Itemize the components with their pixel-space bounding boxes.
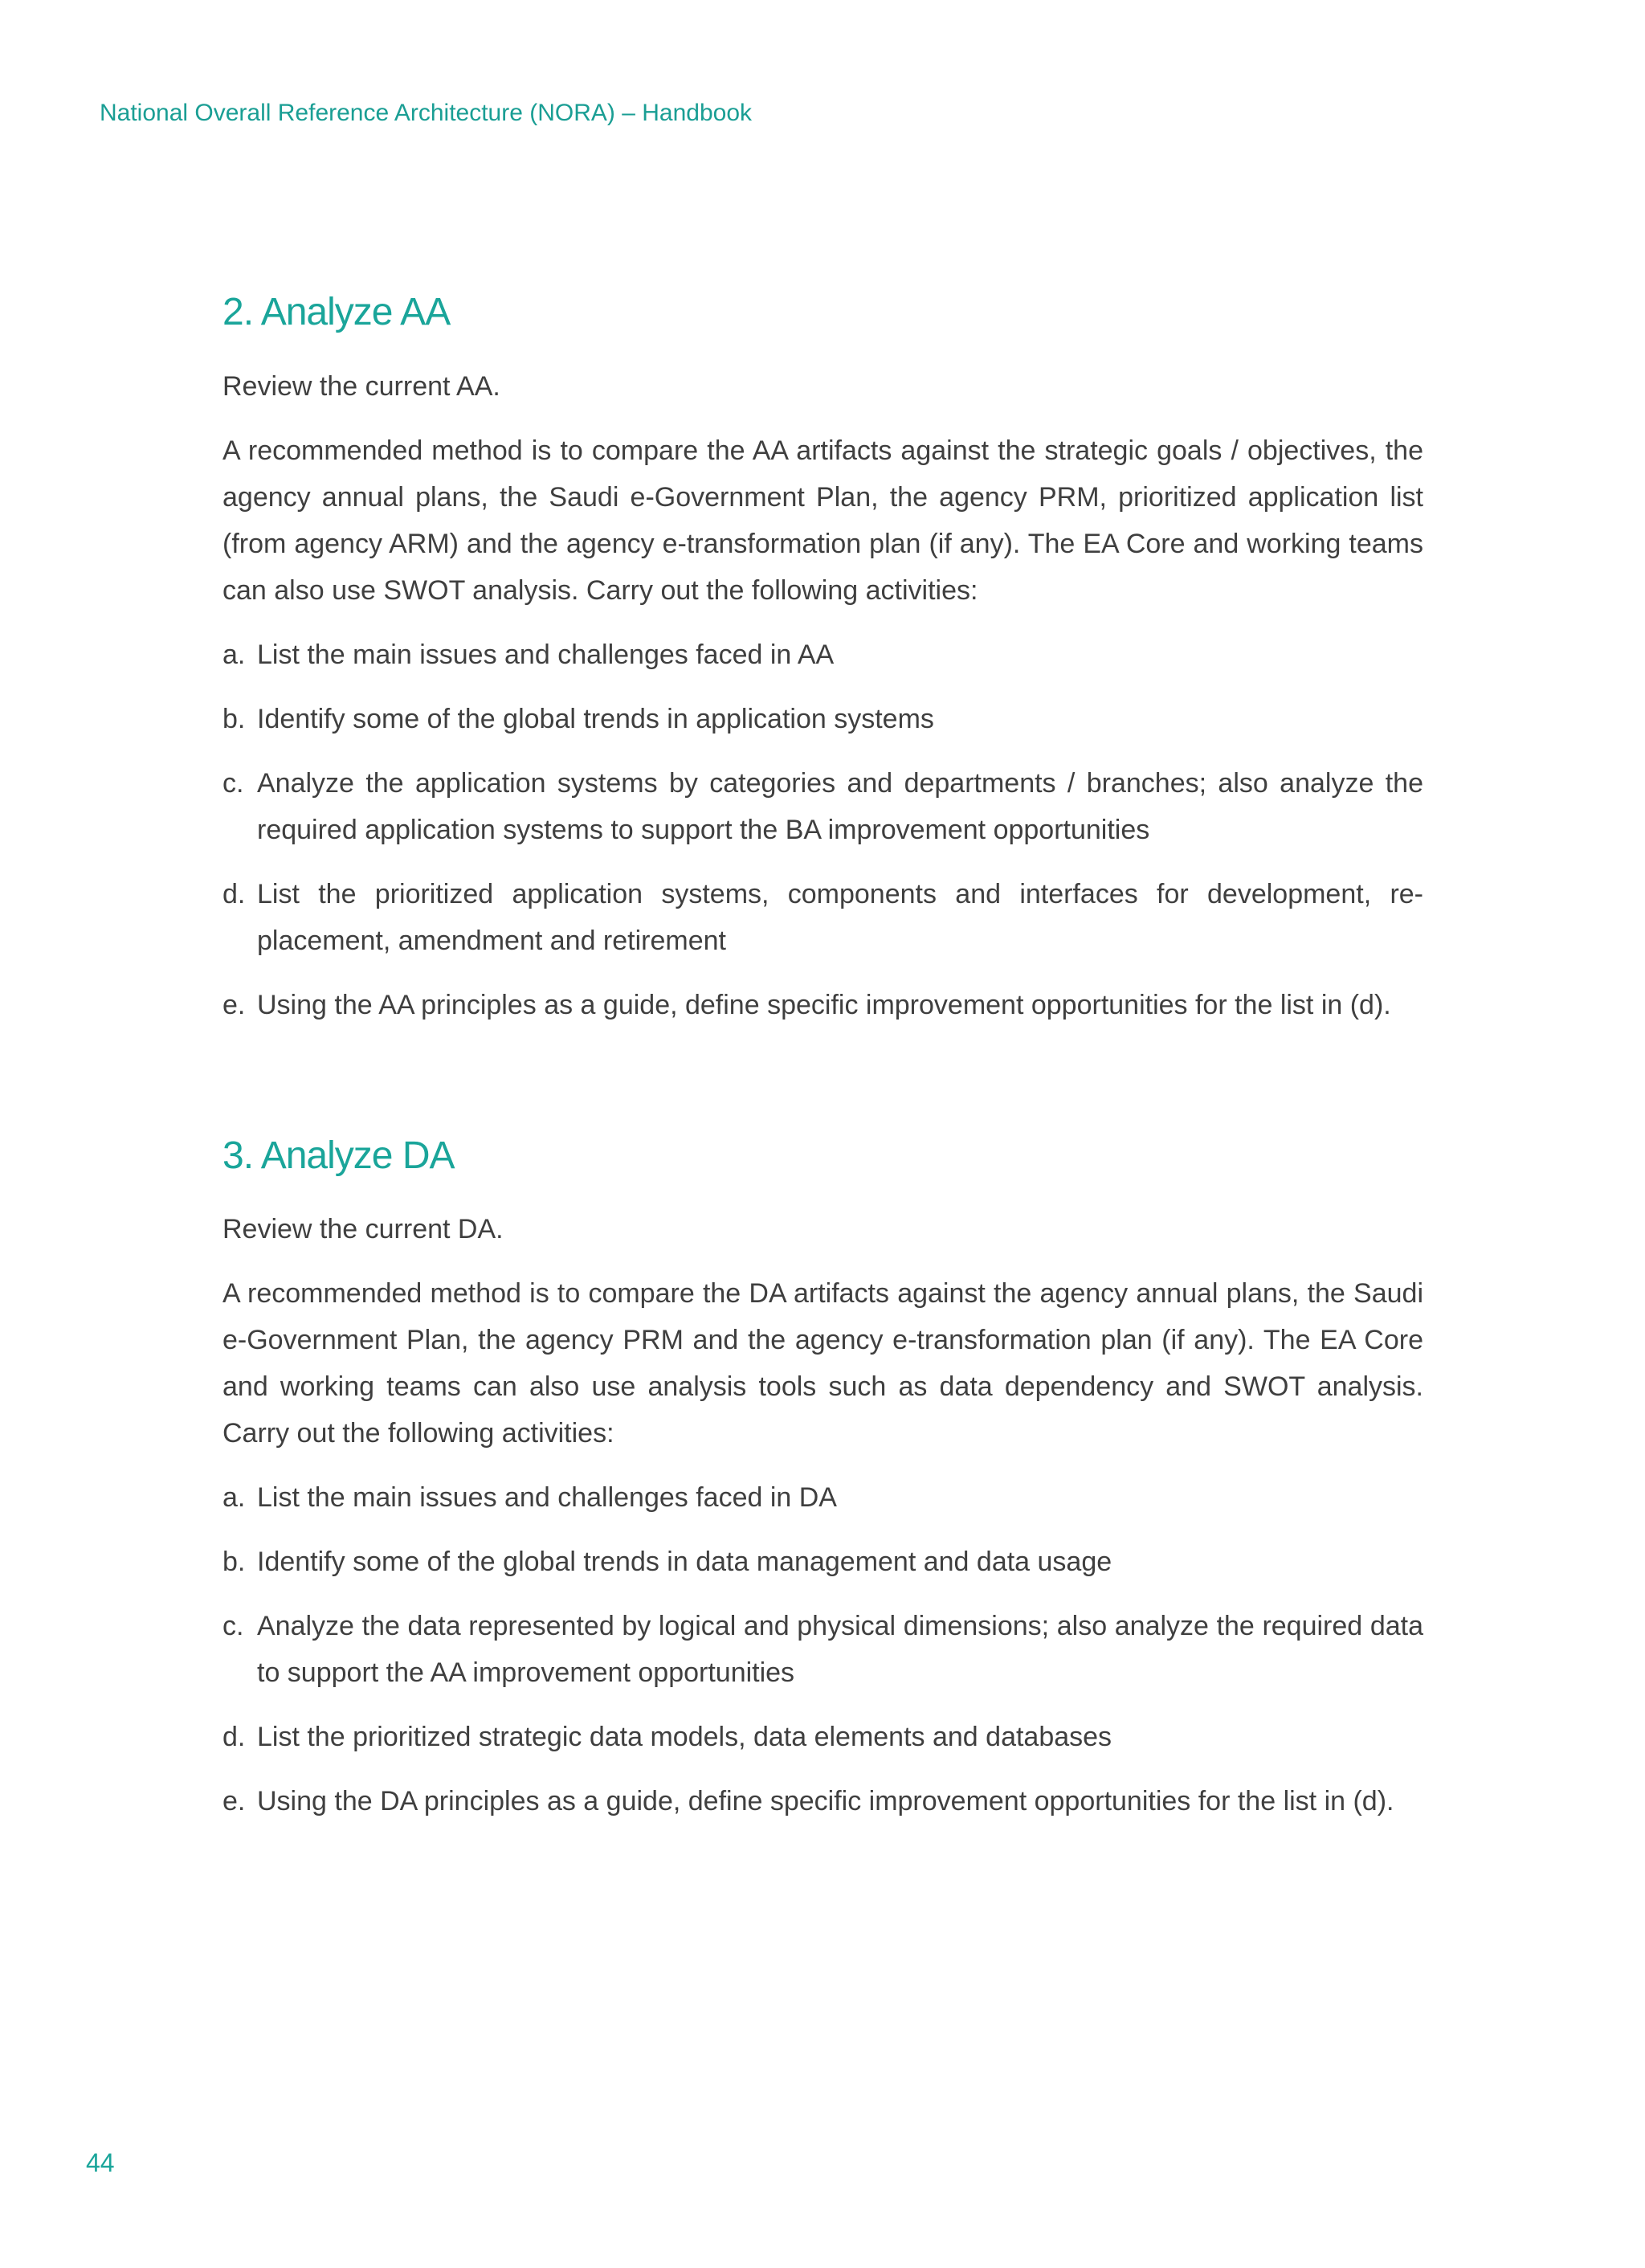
list-item xyxy=(222,760,1423,853)
list-marker: b. xyxy=(222,1547,246,1578)
list-marker: e. xyxy=(222,1786,246,1817)
list-item-text: List the main issues and challenges faced in AA xyxy=(257,639,835,670)
list-item xyxy=(222,631,1423,678)
list-item-text: Using the DA principles as a guide, define specific improvement opportunities for the list in (d). xyxy=(257,1786,1394,1817)
section-intro: Review the current DA. xyxy=(222,1214,504,1245)
list-item xyxy=(222,1539,1423,1585)
list-marker: a. xyxy=(222,639,246,670)
list-item-text: List the prioritized application systems, components and interfaces for development, re-placement, amendment and retirement xyxy=(257,878,1423,956)
section-title: 2. Analyze AA xyxy=(222,291,451,333)
section-body: A recommended method is to compare the AA artifacts against the strategic goals / objectives, the agency annual plans, the Saudi e-Government Plan, the agency PRM, prioritized application list (from agency ARM) and the agency e-transformation plan (if any). The EA Core and working teams can also use SWOT analysis. Carry out the following activities: xyxy=(222,435,1423,606)
section-body: A recommended method is to compare the DA artifacts against the agency annual plans, the Saudi e-Government Plan, the agency PRM and the agency e-transformation plan (if any). The EA Core and working teams can also use analysis tools such as data dependency and SWOT analysis. Carry out the following activities: xyxy=(222,1278,1423,1449)
list-item xyxy=(222,696,1423,742)
list-marker: b. xyxy=(222,703,246,734)
list-item-text: Identify some of the global trends in application systems xyxy=(257,703,934,734)
section-intro: Review the current AA. xyxy=(222,370,500,402)
list-item-text: Analyze the data represented by logical and physical dimensions; also analyze the required data to support the AA improvement opportunities xyxy=(257,1611,1423,1689)
section-spacer xyxy=(222,1046,1423,1133)
list-item-text: Using the AA principles as a guide, define specific improvement opportunities for the list in (d). xyxy=(257,989,1391,1020)
list-item xyxy=(222,1778,1423,1825)
list-marker: d. xyxy=(222,1722,246,1753)
section-title: 3. Analyze DA xyxy=(222,1134,455,1177)
list-marker: c. xyxy=(222,1611,244,1642)
activity-list xyxy=(222,631,1423,1028)
section-analyze-da xyxy=(222,1133,1423,1825)
list-item xyxy=(222,871,1423,964)
page-content xyxy=(222,289,1423,1842)
list-marker: e. xyxy=(222,989,246,1020)
list-item-text: List the prioritized strategic data models, data elements and databases xyxy=(257,1722,1112,1753)
running-header: National Overall Reference Architecture (NORA) – Handbook xyxy=(100,100,753,126)
section-analyze-aa xyxy=(222,289,1423,1028)
list-item-text: Identify some of the global trends in data management and data usage xyxy=(257,1547,1112,1578)
list-item xyxy=(222,1603,1423,1696)
page-number: 44 xyxy=(86,2148,115,2177)
list-marker: d. xyxy=(222,878,246,909)
list-item-text: Analyze the application systems by categories and departments / branches; also analyze the required application systems to support the BA improvement opportunities xyxy=(257,767,1423,845)
list-item xyxy=(222,1714,1423,1760)
list-item-text: List the main issues and challenges faced in DA xyxy=(257,1482,837,1514)
list-marker: a. xyxy=(222,1482,246,1514)
activity-list xyxy=(222,1474,1423,1825)
list-marker: c. xyxy=(222,767,244,799)
list-item xyxy=(222,1474,1423,1521)
list-item xyxy=(222,982,1423,1028)
